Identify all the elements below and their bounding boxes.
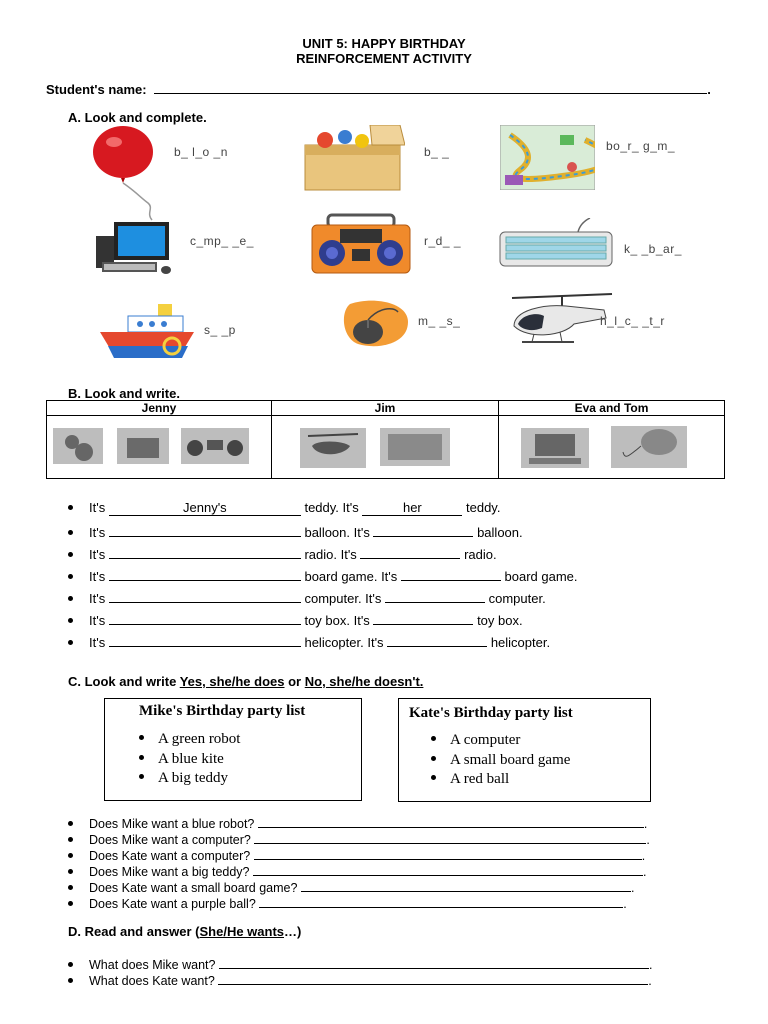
answer-line[interactable] <box>258 815 644 828</box>
kate-list-title: Kate's Birthday party list <box>409 705 573 721</box>
question-row: Does Kate want a small board game? . <box>68 879 634 895</box>
sentence-end: teddy. <box>466 500 501 515</box>
question-text: Does Kate want a small board game? <box>89 881 298 895</box>
blank-possessive[interactable] <box>387 632 487 647</box>
hint-balloon: b_ l_o _n <box>174 145 228 159</box>
sentence-end: computer. <box>488 591 546 606</box>
sentence-its: It's <box>89 591 106 606</box>
question-row: What does Mike want? . <box>68 956 652 972</box>
sentence-row <box>68 566 578 584</box>
answer-line[interactable] <box>218 972 648 985</box>
radio-icon <box>310 213 412 275</box>
sentence-end: helicopter. <box>490 635 551 650</box>
hint-box: b_ _ <box>424 145 450 159</box>
blank-possessive[interactable]: her <box>362 501 462 516</box>
sentence-row <box>68 522 523 540</box>
sentence-object: balloon. It's <box>304 525 370 540</box>
board-game-icon <box>500 125 595 190</box>
question-row: Does Mike want a computer? . <box>68 831 650 847</box>
question-row: Does Kate want a purple ball? . <box>68 895 627 911</box>
blank-owner[interactable] <box>109 632 301 647</box>
answer-line[interactable] <box>254 831 646 844</box>
answer-line[interactable] <box>253 863 643 876</box>
ownership-table <box>46 400 725 479</box>
answer-line[interactable] <box>219 956 649 969</box>
sentence-end: balloon. <box>477 525 523 540</box>
question-row: Does Mike want a blue robot? . <box>68 815 647 831</box>
kate-list-item: A small board game <box>431 751 570 771</box>
answer-line[interactable] <box>254 847 642 860</box>
blank-possessive[interactable] <box>385 588 485 603</box>
sentence-end: board game. <box>504 569 578 584</box>
question-text: What does Mike want? <box>89 958 216 972</box>
section-a-heading: A. Look and complete. <box>68 110 207 125</box>
hint-computer: c_mp_ _e_ <box>190 234 254 248</box>
sentence-object: board game. It's <box>304 569 398 584</box>
col-jenny: Jenny <box>47 401 272 416</box>
kate-party-list <box>398 698 651 802</box>
col-jim: Jim <box>272 401 499 416</box>
blank-possessive[interactable] <box>373 610 473 625</box>
question-text: Does Mike want a computer? <box>89 833 251 847</box>
blank-possessive[interactable] <box>401 566 501 581</box>
blank-possessive[interactable] <box>360 544 460 559</box>
question-text: Does Kate want a purple ball? <box>89 897 256 911</box>
sentence-row <box>68 632 550 650</box>
cell-eva-tom-items <box>499 416 725 479</box>
sentence-row <box>68 610 523 628</box>
cell-jenny-items <box>47 416 272 479</box>
question-text: Does Mike want a blue robot? <box>89 817 255 831</box>
student-name-line[interactable] <box>154 81 707 94</box>
mike-party-list <box>104 698 362 801</box>
hint-radio: r_d_ _ <box>424 234 462 248</box>
page-title: UNIT 5: HAPPY BIRTHDAY <box>302 36 466 51</box>
blank-owner[interactable]: Jenny's <box>109 501 301 516</box>
student-name-row <box>46 81 711 97</box>
section-d-heading: D. Read and answer (She/He wants…) <box>68 924 302 939</box>
computer-icon <box>92 218 177 278</box>
student-name-label: Student's name: <box>46 82 147 97</box>
hint-keyboard: k_ _b_ar_ <box>624 242 682 256</box>
sentence-its: It's <box>89 500 106 515</box>
sentence-its: It's <box>89 547 106 562</box>
mike-list-item: A big teddy <box>139 769 240 789</box>
question-row: Does Kate want a computer? . <box>68 847 645 863</box>
section-b-heading: B. Look and write. <box>68 386 180 401</box>
sentence-end: toy box. <box>477 613 523 628</box>
blank-owner[interactable] <box>109 610 301 625</box>
mike-list-title: Mike's Birthday party list <box>139 703 306 719</box>
sentence-end: radio. <box>464 547 497 562</box>
question-text: What does Kate want? <box>89 974 215 988</box>
question-text: Does Kate want a computer? <box>89 849 251 863</box>
answer-line[interactable] <box>301 879 631 892</box>
blank-owner[interactable] <box>109 544 301 559</box>
mouse-icon <box>338 298 413 353</box>
sentence-row <box>68 588 546 606</box>
hint-mouse: m_ _s_ <box>418 314 461 328</box>
sentence-its: It's <box>89 569 106 584</box>
section-c-heading: C. Look and write Yes, she/he does or No, she/he doesn't. <box>68 674 424 689</box>
answer-line[interactable] <box>259 895 623 908</box>
question-text: Does Mike want a big teddy? <box>89 865 250 879</box>
sentence-object: teddy. It's <box>304 500 359 515</box>
ship-icon <box>98 302 198 362</box>
sentence-object: computer. It's <box>304 591 382 606</box>
balloon-icon <box>90 125 160 225</box>
hint-helicopter: h_l_c_ _t_r <box>600 314 665 328</box>
hint-ship: s_ _p <box>204 323 236 337</box>
sentence-object: helicopter. It's <box>304 635 384 650</box>
sentence-its: It's <box>89 613 106 628</box>
toy-box-icon <box>300 125 405 195</box>
col-eva-tom: Eva and Tom <box>499 401 725 416</box>
kate-list-item: A computer <box>431 731 570 751</box>
sentence-object: radio. It's <box>304 547 357 562</box>
sentence-its: It's <box>89 525 106 540</box>
mike-list-item: A green robot <box>139 730 240 750</box>
sentence-row <box>68 500 500 516</box>
blank-owner[interactable] <box>109 566 301 581</box>
kate-list-item: A red ball <box>431 770 570 790</box>
hint-board-game: bo_r_ g_m_ <box>606 139 676 153</box>
mike-list-item: A blue kite <box>139 750 240 770</box>
page-subtitle: REINFORCEMENT ACTIVITY <box>296 51 472 66</box>
blank-possessive[interactable] <box>373 522 473 537</box>
sentence-its: It's <box>89 635 106 650</box>
question-row: What does Kate want? . <box>68 972 652 988</box>
period: . <box>707 82 711 97</box>
blank-owner[interactable] <box>109 522 301 537</box>
cell-jim-items <box>272 416 499 479</box>
sentence-object: toy box. It's <box>304 613 370 628</box>
blank-owner[interactable] <box>109 588 301 603</box>
sentence-row <box>68 544 497 562</box>
keyboard-icon <box>498 218 616 270</box>
question-row: Does Mike want a big teddy? . <box>68 863 646 879</box>
